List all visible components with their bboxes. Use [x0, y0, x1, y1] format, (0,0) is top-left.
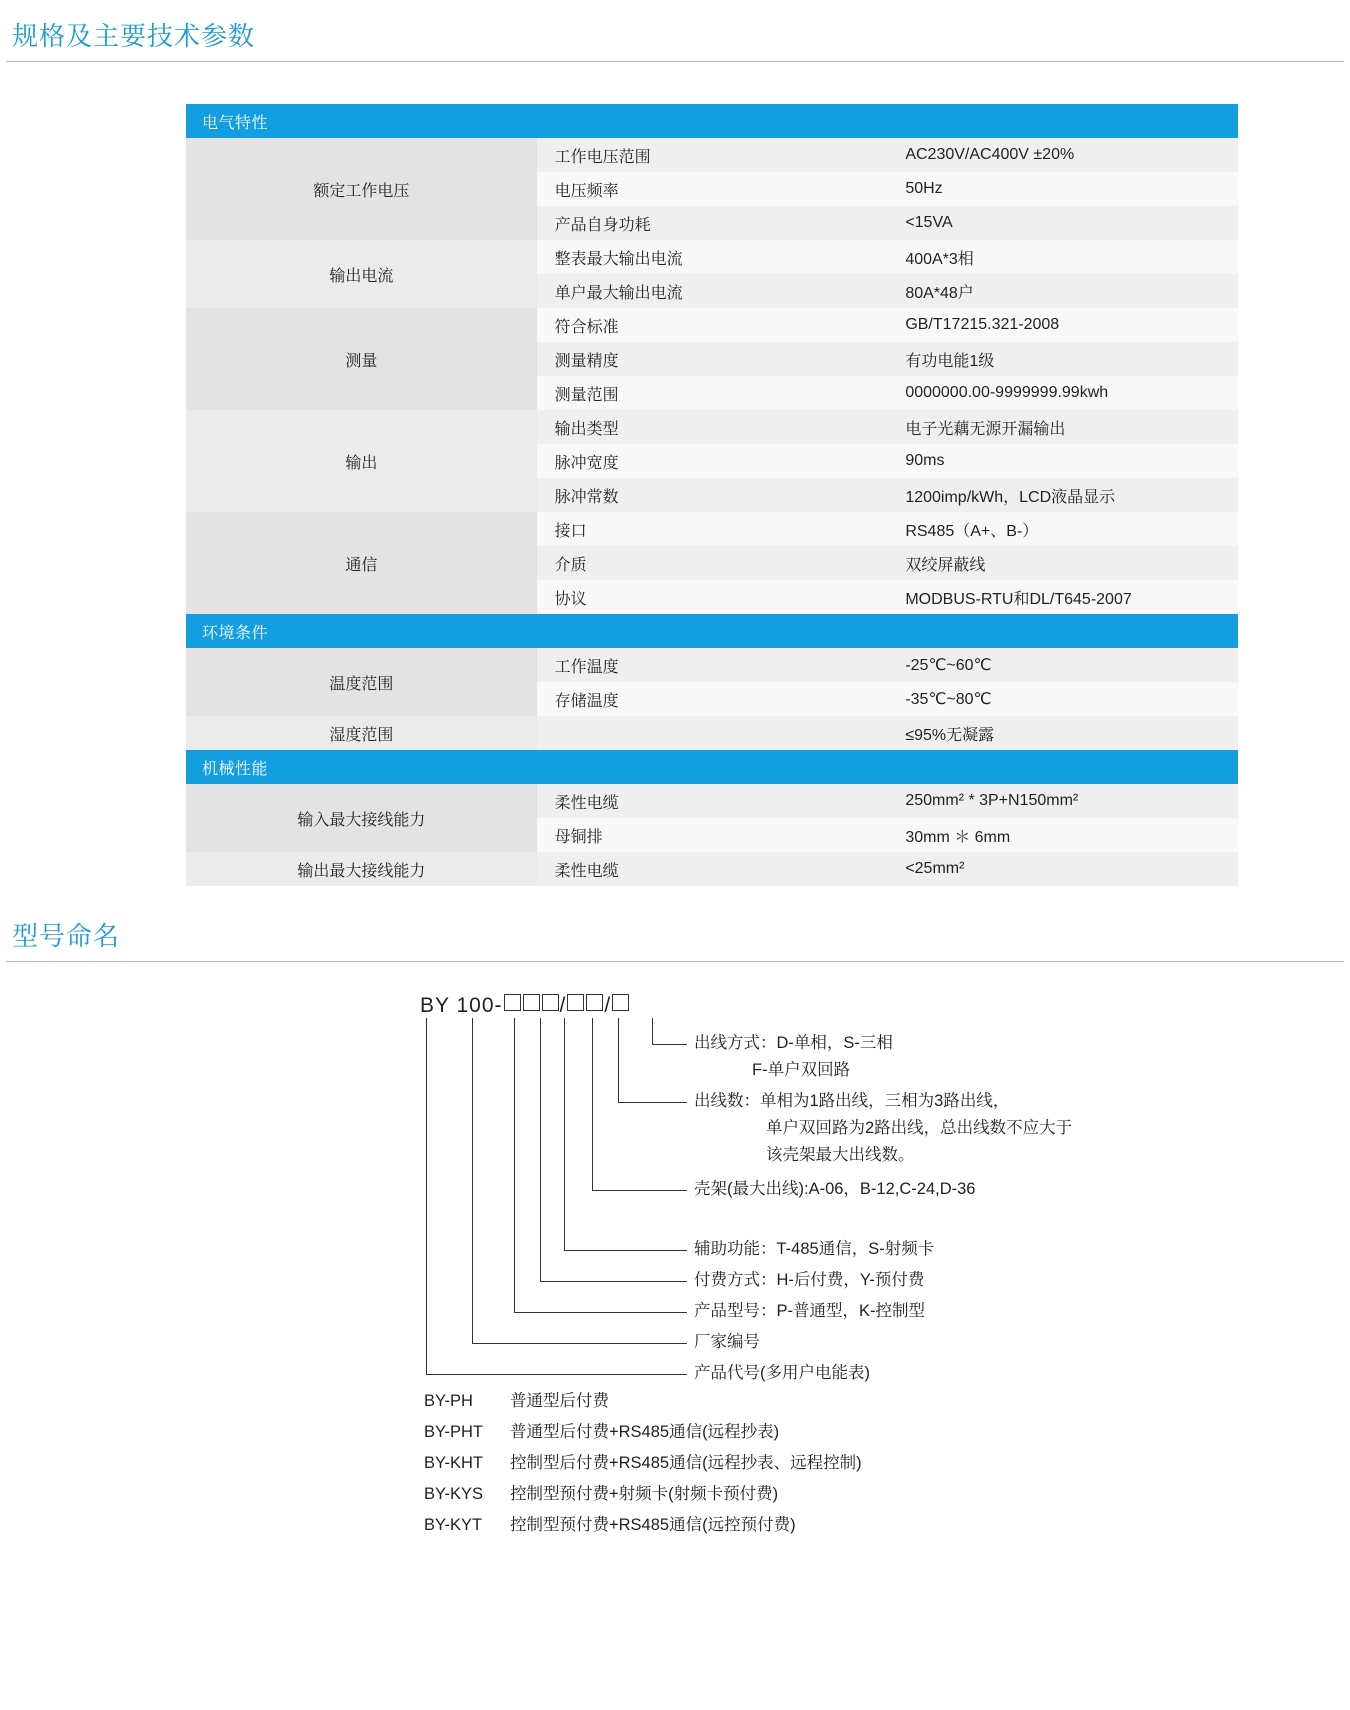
table-row	[186, 784, 1238, 818]
group-input-wiring: 输入最大接线能力	[186, 784, 537, 852]
annotation-product-type: 产品型号：P-普通型，K-控制型	[694, 1302, 925, 1320]
param-value: MODBUS-RTU和DL/T645-2007	[887, 580, 1238, 614]
band-environment: 环境条件	[186, 614, 1238, 648]
annotation-outlet-count: 出线数：单相为1路出线，三相为3路出线， 单户双回路为2路出线，总出线数不应大于 该壳架最大出线数。	[694, 1092, 1073, 1164]
param-value: -35℃~80℃	[887, 682, 1238, 716]
model-naming-diagram	[0, 986, 1350, 1596]
list-item	[424, 1386, 862, 1417]
legend-code: BY-KHT	[424, 1454, 483, 1472]
param-name: 单户最大输出电流	[537, 274, 888, 308]
param-value: 有功电能1级	[887, 342, 1238, 376]
model-legend-list	[424, 1386, 862, 1541]
param-name: 脉冲宽度	[537, 444, 888, 478]
param-value: -25℃~60℃	[887, 648, 1238, 682]
list-item	[424, 1510, 862, 1541]
param-value: <25mm²	[887, 852, 1238, 886]
legend-code: BY-KYS	[424, 1485, 484, 1503]
group-temperature-range: 温度范围	[186, 648, 537, 716]
param-value: 双绞屏蔽线	[887, 546, 1238, 580]
param-value: 0000000.00-9999999.99kwh	[887, 376, 1238, 410]
param-value: <15VA	[887, 206, 1238, 240]
annotation-payment-mode: 付费方式：H-后付费，Y-预付费	[694, 1271, 925, 1289]
param-value: ≤95%无凝露	[887, 716, 1238, 750]
param-name: 输出类型	[537, 410, 888, 444]
code-sep-1: /	[559, 994, 567, 1017]
list-item	[424, 1479, 862, 1510]
param-name: 整表最大输出电流	[537, 240, 888, 274]
legend-desc: 普通型后付费	[510, 1392, 609, 1410]
code-box-3	[542, 994, 559, 1011]
annotation-frame: 壳架(最大出线):A-06，B-12,C-24,D-36	[694, 1180, 976, 1198]
table-row	[186, 648, 1238, 682]
group-rated-voltage: 额定工作电压	[186, 138, 537, 240]
param-value: 90ms	[887, 444, 1238, 478]
table-row	[186, 852, 1238, 886]
param-name: 符合标准	[537, 308, 888, 342]
group-output: 输出	[186, 410, 537, 512]
legend-code: BY-PH	[424, 1392, 473, 1410]
legend-desc: 普通型后付费+RS485通信(远程抄表)	[510, 1423, 780, 1441]
param-name: 柔性电缆	[537, 784, 888, 818]
code-box-1	[504, 994, 521, 1011]
param-value: 250mm² * 3P+N150mm²	[887, 784, 1238, 818]
legend-desc: 控制型预付费+RS485通信(远控预付费)	[510, 1516, 796, 1534]
table-row	[186, 240, 1238, 274]
model-naming-section	[0, 886, 1350, 962]
leader-product-code	[426, 1018, 687, 1375]
param-value: GB/T17215.321-2008	[887, 308, 1238, 342]
param-value: 30mm ＊ 6mm	[887, 818, 1238, 852]
param-name	[537, 716, 888, 750]
list-item	[424, 1448, 862, 1479]
model-code-prefix: BY 100-	[420, 994, 503, 1017]
specification-table	[186, 104, 1238, 886]
group-communication: 通信	[186, 512, 537, 614]
param-name: 脉冲常数	[537, 478, 888, 512]
param-name: 柔性电缆	[537, 852, 888, 886]
param-name: 存储温度	[537, 682, 888, 716]
annotation-factory-code: 厂家编号	[694, 1333, 760, 1351]
spec-table-wrapper	[186, 104, 1238, 886]
table-band-row	[186, 104, 1238, 138]
code-box-2	[523, 994, 540, 1011]
param-name: 产品自身功耗	[537, 206, 888, 240]
code-box-6	[612, 994, 629, 1011]
band-electrical: 电气特性	[186, 104, 1238, 138]
code-box-5	[586, 994, 603, 1011]
model-code-line	[420, 994, 630, 1018]
param-name: 测量范围	[537, 376, 888, 410]
legend-code: BY-PHT	[424, 1423, 483, 1441]
code-sep-2: /	[604, 994, 612, 1017]
param-value: RS485（A+、B-）	[887, 512, 1238, 546]
table-band-row	[186, 614, 1238, 648]
param-name: 工作温度	[537, 648, 888, 682]
table-row	[186, 512, 1238, 546]
param-value: 电子光藕无源开漏输出	[887, 410, 1238, 444]
legend-desc: 控制型后付费+RS485通信(远程抄表、远程控制)	[510, 1454, 862, 1472]
page-title: 规格及主要技术参数	[6, 16, 1344, 62]
param-value: AC230V/AC400V ±20%	[887, 138, 1238, 172]
table-row	[186, 138, 1238, 172]
group-output-wiring: 输出最大接线能力	[186, 852, 537, 886]
param-name: 协议	[537, 580, 888, 614]
param-value: 1200imp/kWh，LCD液晶显示	[887, 478, 1238, 512]
code-box-4	[567, 994, 584, 1011]
legend-desc: 控制型预付费+射频卡(射频卡预付费)	[510, 1485, 779, 1503]
group-output-current: 输出电流	[186, 240, 537, 308]
table-row	[186, 716, 1238, 750]
param-value: 80A*48户	[887, 274, 1238, 308]
group-humidity-range: 湿度范围	[186, 716, 537, 750]
group-measurement: 测量	[186, 308, 537, 410]
annotation-aux-function: 辅助功能：T-485通信，S-射频卡	[694, 1240, 935, 1258]
param-name: 介质	[537, 546, 888, 580]
annotation-product-code: 产品代号(多用户电能表)	[694, 1364, 870, 1382]
legend-code: BY-KYT	[424, 1516, 483, 1534]
annotation-outlet-mode: 出线方式：D-单相，S-三相 F-单户双回路	[694, 1034, 893, 1079]
table-band-row	[186, 750, 1238, 784]
table-row	[186, 410, 1238, 444]
param-value: 400A*3相	[887, 240, 1238, 274]
param-name: 工作电压范围	[537, 138, 888, 172]
model-naming-title: 型号命名	[6, 916, 1344, 962]
list-item	[424, 1417, 862, 1448]
param-name: 电压频率	[537, 172, 888, 206]
band-mechanical: 机械性能	[186, 750, 1238, 784]
param-name: 接口	[537, 512, 888, 546]
param-value: 50Hz	[887, 172, 1238, 206]
table-row	[186, 308, 1238, 342]
param-name: 测量精度	[537, 342, 888, 376]
spec-section	[0, 0, 1350, 62]
param-name: 母铜排	[537, 818, 888, 852]
